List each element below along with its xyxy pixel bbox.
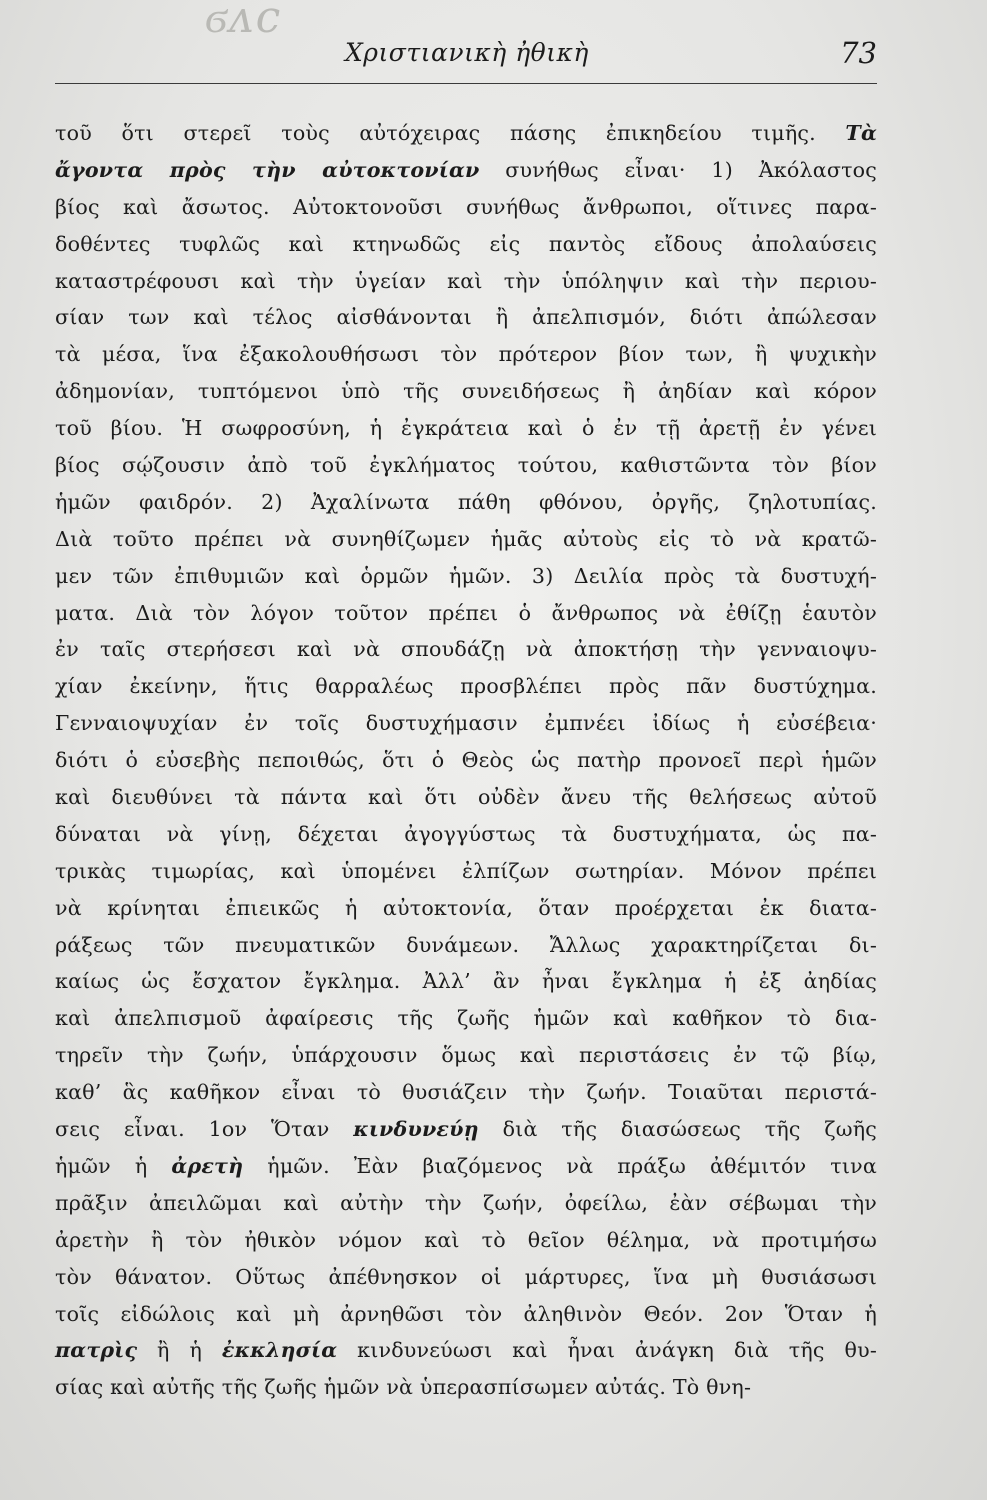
text-run: ἡμῶν ἡ	[55, 1153, 172, 1178]
text-run: τοῦ ὅτι στερεῖ τοὺς αὐτόχειρας πάσης ἐπικηδείου τιμῆς.	[55, 121, 846, 145]
text-line	[55, 631, 877, 668]
running-header	[55, 38, 877, 78]
text-run: σίας καὶ αὐτῆς τῆς ζωῆς ἡμῶν νὰ ὑπερασπίσωμεν αὐτάς. Τὸ θνη-	[55, 1375, 752, 1400]
text-run: χίαν ἐκείνην, ἥτις θαρραλέως προσβλέπει πρὸς πᾶν δυστύχημα.	[55, 674, 877, 699]
text-line	[55, 336, 877, 373]
text-line	[55, 963, 877, 1000]
text-line	[55, 816, 877, 853]
text-run: Διὰ τοῦτο πρέπει νὰ συνηθίζωμεν ἡμᾶς αὐτοὺς εἰς τὸ νὰ κρατῶ-	[55, 526, 877, 551]
emphasis-text: ἀρετὴ	[171, 1153, 244, 1178]
text-line	[55, 927, 877, 964]
text-run: πρᾶξιν ἀπειλῶμαι καὶ αὐτὴν τὴν ζωήν, ὀφείλω, ἐὰν σέβωμαι τὴν	[55, 1190, 877, 1215]
text-line	[55, 299, 877, 336]
text-line	[55, 742, 877, 779]
text-line	[55, 668, 877, 705]
text-run: μεν τῶν ἐπιθυμιῶν καὶ ὁρμῶν ἡμῶν. 3) Δειλία πρὸς τὰ δυστυχή-	[55, 563, 877, 588]
text-line	[55, 152, 877, 189]
header-rule	[55, 83, 877, 84]
text-line	[55, 521, 877, 558]
emphasis-text: ἄγοντα πρὸς τὴν αὐτοκτονίαν	[55, 157, 480, 182]
running-title: Χριστιανικὴ ἠθικὴ	[345, 38, 589, 67]
text-run: κινδυνεύωσι καὶ ἦναι ἀνάγκη διὰ τῆς θυ-	[337, 1338, 877, 1363]
emphasis-text: ἐκκλησία	[221, 1338, 338, 1363]
text-line	[55, 373, 877, 410]
text-run: καταστρέφουσι καὶ τὴν ὑγείαν καὶ τὴν ὑπόληψιν καὶ τὴν περιου-	[55, 268, 877, 293]
text-line	[55, 1000, 877, 1037]
text-line	[55, 410, 877, 447]
text-run: σίαν των καὶ τέλος αἰσθάνονται ἢ ἀπελπισμόν, διότι ἀπώλεσαν	[55, 305, 877, 330]
text-line	[55, 1037, 877, 1074]
text-run: τρικὰς τιμωρίας, καὶ ὑπομένει ἐλπίζων σωτηρίαν. Μόνον πρέπει	[55, 858, 877, 883]
text-line	[55, 1259, 877, 1296]
text-line	[55, 558, 877, 595]
text-run: ματα. Διὰ τὸν λόγον τοῦτον πρέπει ὁ ἄνθρωπος νὰ ἐθίζῃ ἑαυτὸν	[55, 600, 877, 625]
text-run: ράξεως τῶν πνευματικῶν δυνάμεων. Ἄλλως χαρακτηρίζεται δι-	[55, 932, 877, 957]
text-run: διὰ τῆς διασώσεως τῆς ζωῆς	[478, 1117, 878, 1142]
text-run: ἢ ἡ	[137, 1338, 222, 1363]
text-line	[55, 189, 877, 226]
text-run: τοῦ βίου. Ἡ σωφροσύνη, ἡ ἐγκράτεια καὶ ὁ ἐν τῇ ἀρετῇ ἐν γένει	[55, 416, 877, 441]
text-line	[55, 705, 877, 742]
text-line	[55, 226, 877, 263]
text-run: καὶ διευθύνει τὰ πάντα καὶ ὅτι οὐδὲν ἄνευ τῆς θελήσεως αὐτοῦ	[55, 785, 877, 810]
text-run: ἀδημονίαν, τυπτόμενοι ὑπὸ τῆς συνειδήσεως ἢ ἀηδίαν καὶ κόρον	[55, 379, 877, 404]
text-run: ἐν ταῖς στερήσεσι καὶ νὰ σπουδάζῃ νὰ ἀποκτήσῃ τὴν γενναιοψυ-	[55, 637, 877, 662]
text-run: τὰ μέσα, ἵνα ἐξακολουθήσωσι τὸν πρότερον βίον των, ἢ ψυχικὴν	[55, 342, 877, 367]
text-run: ἡμῶν. Ἐὰν βιαζόμενος νὰ πράξω ἀθέμιτόν τινα	[243, 1153, 877, 1178]
text-line	[55, 890, 877, 927]
text-line	[55, 779, 877, 816]
text-run: συνήθως εἶναι· 1) Ἀκόλαστος	[479, 157, 877, 182]
text-line	[55, 1111, 877, 1148]
text-run: τηρεῖν τὴν ζωήν, ὑπάρχουσιν ὅμως καὶ περιστάσεις ἐν τῷ βίῳ,	[55, 1043, 877, 1068]
text-run: Γενναιοψυχίαν ἐν τοῖς δυστυχήμασιν ἐμπνέει ἰδίως ἡ εὐσέβεια·	[55, 711, 877, 736]
text-run: βίος καὶ ἄσωτος. Αὐτοκτονοῦσι συνήθως ἄνθρωποι, οἵτινες παρα-	[55, 194, 877, 219]
text-run: καὶ ἀπελπισμοῦ ἀφαίρεσις τῆς ζωῆς ἡμῶν καὶ καθῆκον τὸ δια-	[55, 1006, 877, 1031]
text-line	[55, 1369, 877, 1406]
page-number: 73	[840, 36, 877, 70]
body-text	[55, 115, 877, 1406]
text-line	[55, 595, 877, 632]
text-run: σεις εἶναι. 1ον Ὅταν	[55, 1117, 354, 1142]
text-line	[55, 1185, 877, 1222]
text-run: καίως ὡς ἔσχατον ἔγκλημα. Ἀλλ’ ἂν ἦναι ἔγκλημα ἡ ἐξ ἀηδίας	[55, 969, 877, 994]
emphasis-text: πατρὶς	[55, 1338, 138, 1363]
emphasis-text: Τὰ	[845, 121, 877, 145]
text-line	[55, 115, 877, 152]
text-line	[55, 1148, 877, 1185]
text-line	[55, 1332, 877, 1369]
text-line	[55, 1074, 877, 1111]
text-run: διότι ὁ εὐσεβὴς πεποιθώς, ὅτι ὁ Θεὸς ὡς πατὴρ προνοεῖ περὶ ἡμῶν	[55, 748, 877, 773]
text-run: βίος σῴζουσιν ἀπὸ τοῦ ἐγκλήματος τούτου, καθιστῶντα τὸν βίον	[55, 453, 877, 478]
text-line	[55, 484, 877, 521]
text-run: τὸν θάνατον. Οὕτως ἀπέθνησκον οἱ μάρτυρες, ἵνα μὴ θυσιάσωσι	[55, 1264, 877, 1289]
text-run: νὰ κρίνηται ἐπιεικῶς ἡ αὐτοκτονία, ὅταν προέρχεται ἐκ διατα-	[55, 895, 877, 920]
text-run: καθ’ ἃς καθῆκον εἶναι τὸ θυσιάζειν τὴν ζωήν. Τοιαῦται περιστά-	[55, 1080, 877, 1105]
text-line	[55, 1222, 877, 1259]
text-run: τοῖς εἰδώλοις καὶ μὴ ἀρνηθῶσι τὸν ἀληθινὸν Θεόν. 2ον Ὅταν ἡ	[55, 1301, 877, 1326]
text-run: δύναται νὰ γίνῃ, δέχεται ἀγογγύστως τὰ δυστυχήματα, ὡς πα-	[55, 821, 877, 846]
pencil-scribble: ϭᴧϲ	[205, 0, 283, 43]
text-run: ἡμῶν φαιδρόν. 2) Ἀχαλίνωτα πάθη φθόνου, ὀργῆς, ζηλοτυπίας.	[55, 489, 877, 514]
text-run: ἀρετὴν ἢ τὸν ἠθικὸν νόμον καὶ τὸ θεῖον θέλημα, νὰ προτιμήσω	[55, 1227, 877, 1252]
text-line	[55, 447, 877, 484]
text-line	[55, 1296, 877, 1333]
text-run: δοθέντες τυφλῶς καὶ κτηνωδῶς εἰς παντὸς εἴδους ἀπολαύσεις	[55, 231, 877, 256]
text-line	[55, 263, 877, 300]
emphasis-text: κινδυνεύῃ	[353, 1117, 479, 1142]
text-line	[55, 853, 877, 890]
